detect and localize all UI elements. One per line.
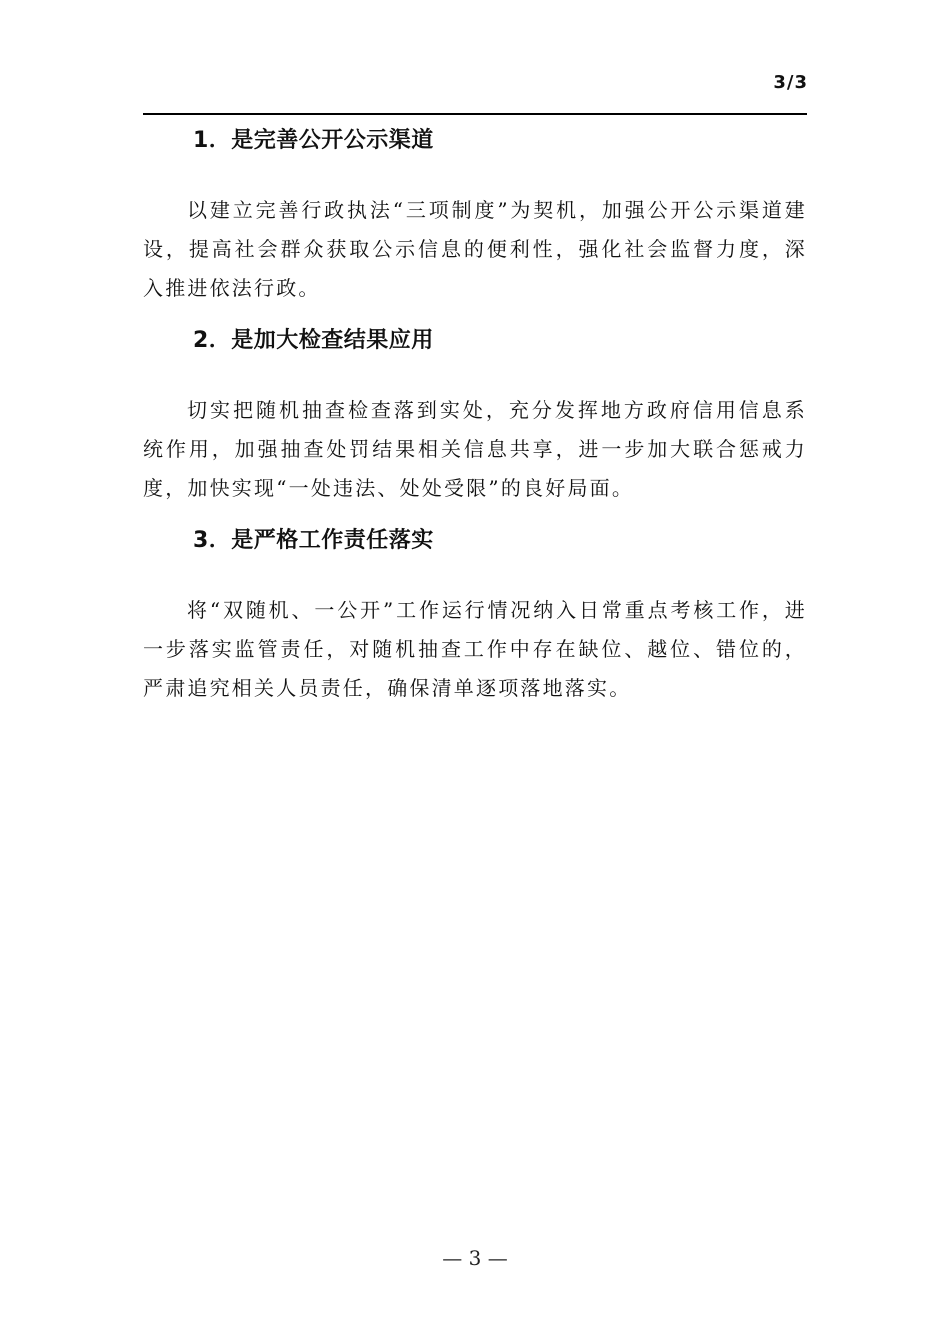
section-inspection-results (143, 326, 807, 508)
header-divider (143, 113, 807, 115)
section-paragraph: 切实把随机抽查检查落到实处，充分发挥地方政府信用信息系统作用，加强抽查处罚结果相关信息共享，进一步加大联合惩戒力度，加快实现“一处违法、处处受限”的良好局面。 (143, 398, 807, 500)
section-publicity-channels (143, 126, 807, 308)
page-number: — 3 — (442, 1246, 508, 1270)
page-counter: 3/3 (773, 72, 808, 93)
section-paragraph: 将“双随机、一公开”工作运行情况纳入日常重点考核工作，进一步落实监管责任，对随机抽查工作中存在缺位、越位、错位的，严肃追究相关人员责任，确保清单逐项落地落实。 (143, 598, 807, 700)
section-heading: 1．是完善公开公示渠道 (193, 128, 434, 153)
section-responsibility (143, 526, 807, 708)
section-heading: 3．是严格工作责任落实 (193, 528, 434, 553)
section-heading: 2．是加大检查结果应用 (193, 328, 434, 353)
section-paragraph: 以建立完善行政执法“三项制度”为契机，加强公开公示渠道建设，提高社会群众获取公示信息的便利性，强化社会监督力度，深入推进依法行政。 (143, 198, 807, 300)
